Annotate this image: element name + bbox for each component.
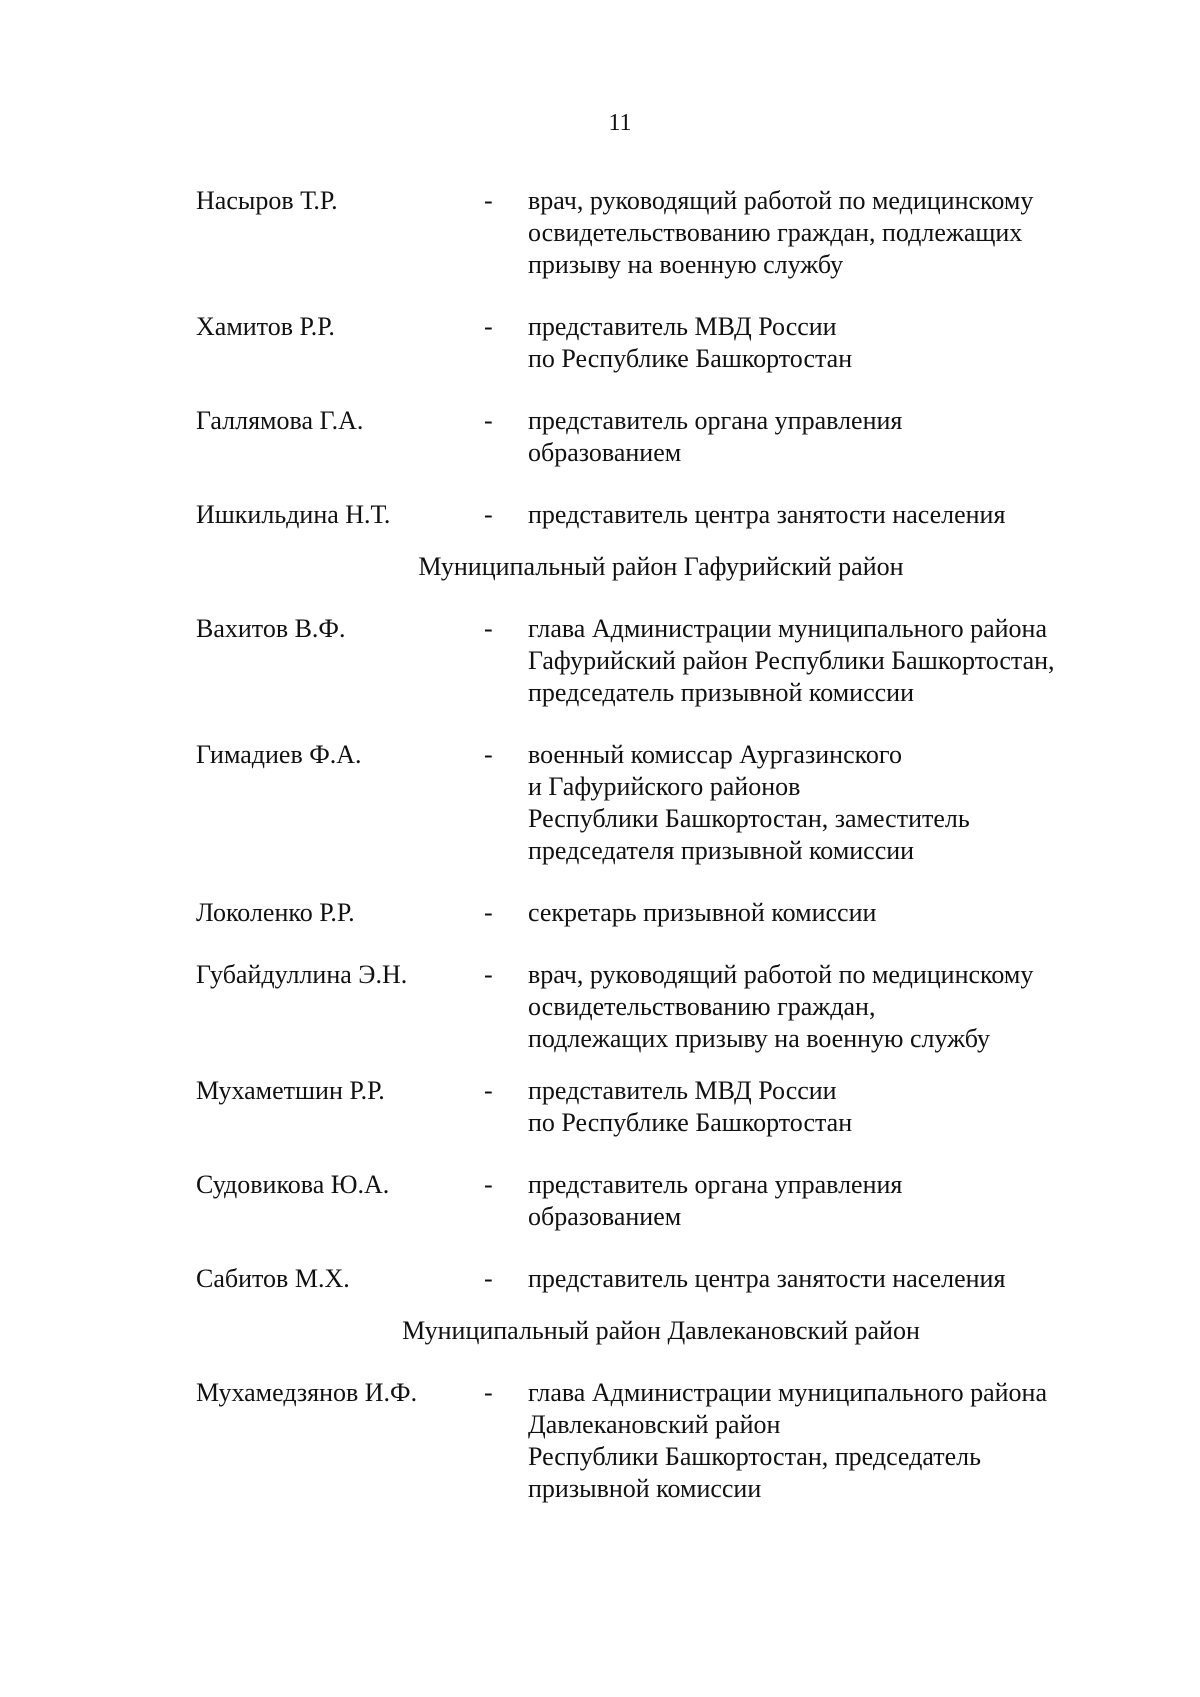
- member-name: Локоленко Р.Р.: [196, 898, 355, 927]
- dash-separator: -: [484, 1264, 493, 1293]
- dash-separator: -: [484, 960, 493, 989]
- member-role: [528, 311, 1126, 375]
- role-line: освидетельствованию граждан,: [528, 992, 876, 1021]
- role-line: по Республике Башкортостан: [528, 1108, 853, 1137]
- role-line: председатель призывной комиссии: [528, 678, 914, 707]
- member-name: Ишкильдина Н.Т.: [196, 500, 391, 529]
- member-name: Судовикова Ю.А.: [196, 1170, 390, 1199]
- section-heading: Муниципальный район Давлекановский район: [402, 1316, 920, 1345]
- section-heading: Муниципальный район Гафурийский район: [418, 552, 904, 581]
- dash-separator: -: [484, 898, 493, 927]
- member-entry: [196, 613, 1126, 709]
- member-entry: [196, 311, 1126, 375]
- dash-separator: -: [484, 500, 493, 529]
- role-line: Республики Башкортостан, заместитель: [528, 804, 970, 833]
- role-line: секретарь призывной комиссии: [528, 898, 877, 927]
- member-role: [528, 739, 1126, 867]
- member-name: Сабитов М.Х.: [196, 1264, 350, 1293]
- dash-separator: -: [484, 186, 493, 215]
- role-line: образованием: [528, 1202, 682, 1231]
- role-line: председателя призывной комиссии: [528, 836, 915, 865]
- role-line: призыву на военную службу: [528, 250, 844, 279]
- member-name: Мухамедзянов И.Ф.: [196, 1378, 418, 1407]
- member-entry: [196, 405, 1126, 469]
- role-line: образованием: [528, 438, 682, 467]
- member-role: [528, 1075, 1126, 1139]
- role-line: представитель центра занятости населения: [528, 1264, 1006, 1293]
- member-name: Галлямова Г.А.: [196, 406, 364, 435]
- dash-separator: -: [484, 312, 493, 341]
- member-name: Губайдуллина Э.Н.: [196, 960, 408, 989]
- dash-separator: -: [484, 1170, 493, 1199]
- role-line: представитель центра занятости населения: [528, 500, 1006, 529]
- dash-separator: -: [484, 406, 493, 435]
- role-line: представитель МВД России: [528, 1076, 837, 1105]
- member-role: [528, 1377, 1126, 1505]
- member-role: [528, 959, 1126, 1055]
- role-line: Давлекановский район: [528, 1410, 781, 1439]
- role-line: освидетельствованию граждан, подлежащих: [528, 218, 1023, 247]
- dash-separator: -: [484, 740, 493, 769]
- role-line: Гафурийский район Республики Башкортостан,: [528, 646, 1055, 675]
- member-role: [528, 897, 1126, 929]
- member-role: [528, 405, 1126, 469]
- role-line: Республики Башкортостан, председатель: [528, 1442, 981, 1471]
- page-number: 11: [608, 110, 632, 136]
- member-entry: [196, 1377, 1126, 1505]
- role-line: представитель МВД России: [528, 312, 837, 341]
- dash-separator: -: [484, 614, 493, 643]
- member-name: Вахитов В.Ф.: [196, 614, 346, 643]
- member-name: Насыров Т.Р.: [196, 186, 338, 215]
- member-entry: [196, 185, 1126, 281]
- commission-list: [196, 185, 1126, 1505]
- role-line: врач, руководящий работой по медицинскому: [528, 186, 1034, 215]
- role-line: представитель органа управления: [528, 406, 903, 435]
- role-line: представитель органа управления: [528, 1170, 903, 1199]
- member-role: [528, 613, 1126, 709]
- dash-separator: -: [484, 1076, 493, 1105]
- member-role: [528, 499, 1126, 531]
- role-line: призывной комиссии: [528, 1474, 762, 1503]
- member-name: Хамитов Р.Р.: [196, 312, 335, 341]
- member-role: [528, 185, 1126, 281]
- member-entry: [196, 1169, 1126, 1233]
- member-name: Мухаметшин Р.Р.: [196, 1076, 385, 1105]
- role-line: и Гафурийского районов: [528, 772, 801, 801]
- member-entry: [196, 959, 1126, 1055]
- member-role: [528, 1263, 1126, 1295]
- role-line: подлежащих призыву на военную службу: [528, 1024, 990, 1053]
- member-name: Гимадиев Ф.А.: [196, 740, 362, 769]
- member-entry: [196, 1075, 1126, 1139]
- role-line: глава Администрации муниципального района: [528, 1378, 1047, 1407]
- role-line: по Республике Башкортостан: [528, 344, 853, 373]
- member-entry: [196, 1263, 1126, 1295]
- role-line: глава Администрации муниципального района: [528, 614, 1047, 643]
- member-entry: [196, 897, 1126, 929]
- member-entry: [196, 739, 1126, 867]
- role-line: военный комиссар Аургазинского: [528, 740, 902, 769]
- dash-separator: -: [484, 1378, 493, 1407]
- member-role: [528, 1169, 1126, 1233]
- role-line: врач, руководящий работой по медицинскому: [528, 960, 1034, 989]
- member-entry: [196, 499, 1126, 531]
